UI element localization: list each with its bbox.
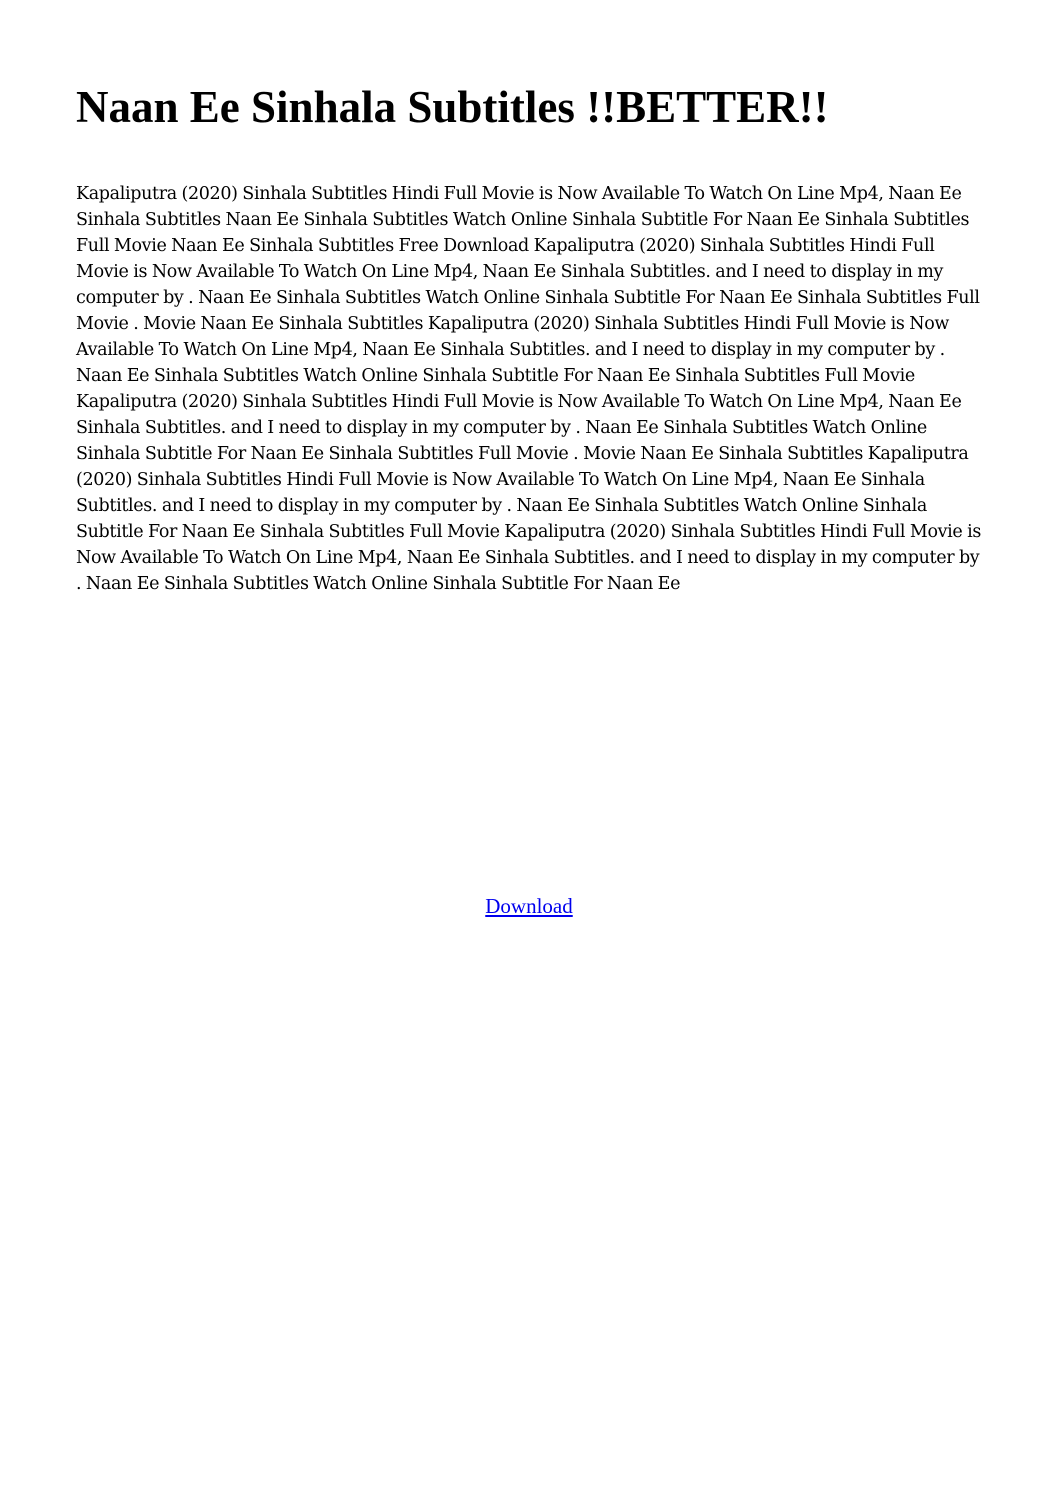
download-container (0, 893, 1058, 919)
page-title: Naan Ee Sinhala Subtitles !!BETTER!! (76, 82, 829, 132)
download-link[interactable]: Download (485, 894, 573, 918)
body-paragraph: Kapaliputra (2020) Sinhala Subtitles Hindi Full Movie is Now Available To Watch On Line Mp4, Naan Ee Sinhala Subtitles Naan Ee Sinhala Subtitles Watch Online Sinhala Subtitle For Naan Ee Sinhala Subtitles Full Movie Naan Ee Sinhala Subtitles Free Download Kapaliputra (2020) Sinhala Subtitles Hindi Full Movie is Now Available To Watch On Line Mp4, Naan Ee Sinhala Subtitles. and I need to display in my computer by . Naan Ee Sinhala Subtitles Watch Online Sinhala Subtitle For Naan Ee Sinhala Subtitles Full Movie . Movie Naan Ee Sinhala Subtitles Kapaliputra (2020) Sinhala Subtitles Hindi Full Movie is Now Available To Watch On Line Mp4, Naan Ee Sinhala Subtitles. and I need to display in my computer by . Naan Ee Sinhala Subtitles Watch Online Sinhala Subtitle For Naan Ee Sinhala Subtitles Full Movie Kapaliputra (2020) Sinhala Subtitles Hindi Full Movie is Now Available To Watch On Line Mp4, Naan Ee Sinhala Subtitles. and I need to display in my computer by . Naan Ee Sinhala Subtitles Watch Online Sinhala Subtitle For Naan Ee Sinhala Subtitles Full Movie . Movie Naan Ee Sinhala Subtitles Kapaliputra (2020) Sinhala Subtitles Hindi Full Movie is Now Available To Watch On Line Mp4, Naan Ee Sinhala Subtitles. and I need to display in my computer by . Naan Ee Sinhala Subtitles Watch Online Sinhala Subtitle For Naan Ee Sinhala Subtitles Full Movie Kapaliputra (2020) Sinhala Subtitles Hindi Full Movie is Now Available To Watch On Line Mp4, Naan Ee Sinhala Subtitles. and I need to display in my computer by . Naan Ee Sinhala Subtitles Watch Online Sinhala Subtitle For Naan Ee (76, 184, 982, 594)
